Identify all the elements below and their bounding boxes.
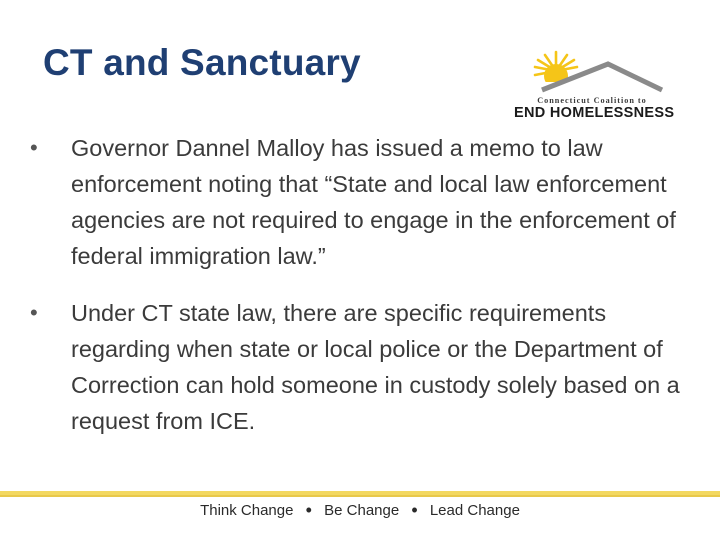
logo-line-end-homelessness: END HOMELESSNESS (514, 105, 675, 121)
bullet-item (30, 295, 700, 439)
bullet-item (30, 130, 700, 274)
bullet-list (30, 130, 700, 460)
footer-tagline (0, 500, 720, 521)
bullet-marker: • (30, 135, 38, 160)
bullet-text: Governor Dannel Malloy has issued a memo to law enforcement noting that “State and local law enforcement agencies are not required to engage in the enforcement of federal immigration law.” (71, 135, 676, 269)
tagline-separator: • (305, 500, 312, 520)
tagline-item: Think Change (200, 502, 294, 519)
footer-rule-shadow (0, 495, 720, 497)
coalition-logo (512, 46, 675, 124)
bullet-text: Under CT state law, there are specific requirements regarding when state or local police or the Department of Correction can hold someone in custody solely based on a request from ICE. (71, 300, 680, 434)
tagline-item: Be Change (324, 502, 400, 519)
bullet-marker: • (30, 300, 38, 325)
tagline-separator: • (411, 500, 418, 520)
sun-roof-logo-icon (512, 46, 670, 98)
tagline-item: Lead Change (429, 502, 520, 519)
logo-line-coalition: Connecticut Coalition to (537, 96, 647, 105)
slide-title: CT and Sanctuary (43, 42, 361, 83)
